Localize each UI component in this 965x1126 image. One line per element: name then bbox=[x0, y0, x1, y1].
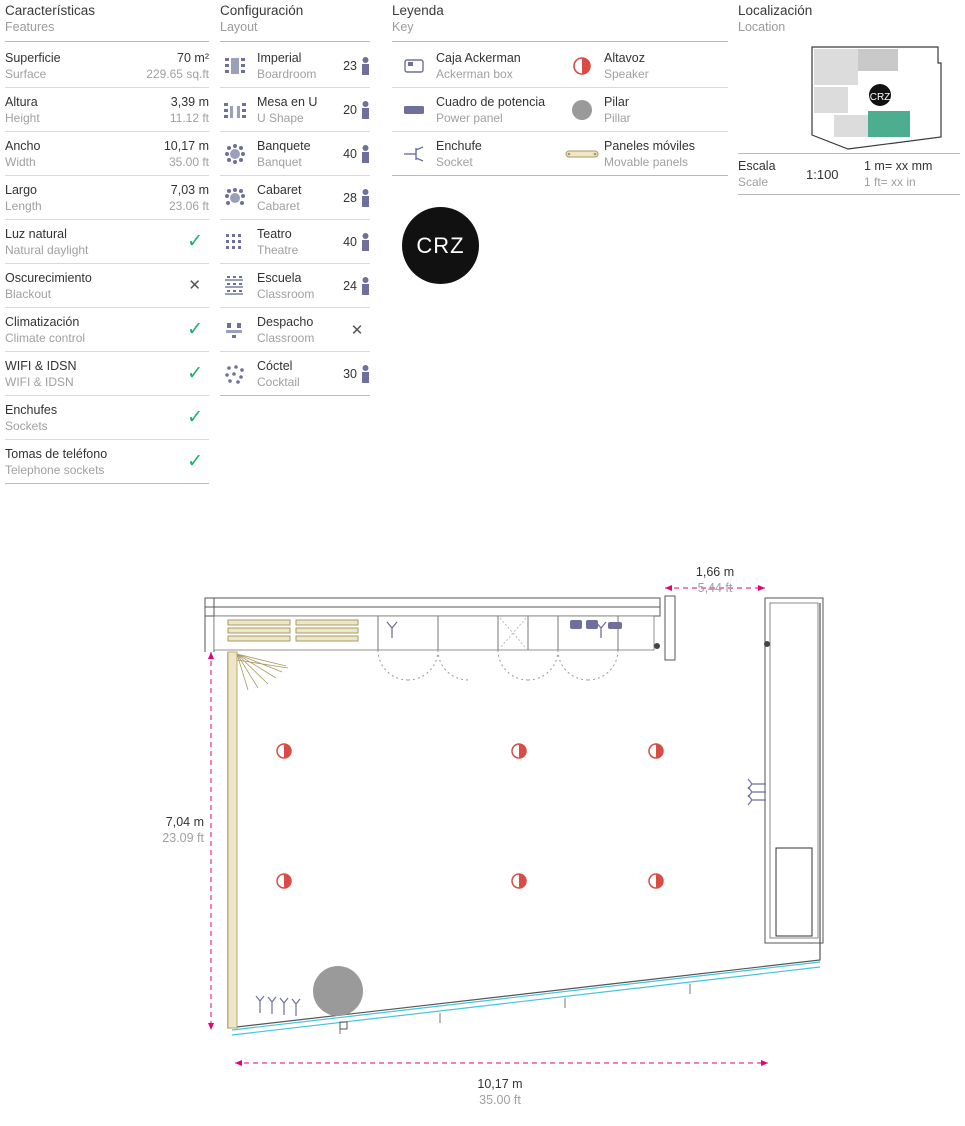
layout-header bbox=[220, 2, 370, 42]
pillar-icon bbox=[560, 99, 604, 121]
key-item-ackerman-box bbox=[392, 44, 560, 88]
features-title: Características bbox=[5, 3, 96, 18]
layout-label-en: Boardroom bbox=[257, 66, 317, 81]
dimension-value-metric: 10,17 m bbox=[477, 1077, 523, 1091]
person-icon bbox=[361, 277, 370, 295]
layout-row-office bbox=[220, 308, 370, 352]
layout-capacity: 30 bbox=[343, 366, 357, 381]
layout-subtitle: Layout bbox=[220, 20, 258, 34]
layout-capacity: 20 bbox=[343, 102, 357, 117]
dimension-bottom bbox=[235, 1060, 768, 1066]
layout-row-ushape bbox=[220, 88, 370, 132]
key-label-en: Power panel bbox=[436, 110, 503, 125]
speaker-icon bbox=[649, 744, 663, 758]
feature-label-en: Sockets bbox=[5, 418, 48, 433]
dimension-label-left bbox=[124, 814, 204, 846]
feature-row bbox=[5, 220, 209, 264]
feature-label-es: Enchufes bbox=[5, 402, 58, 417]
feature-row bbox=[5, 88, 209, 132]
layout-label-en: U Shape bbox=[257, 110, 304, 125]
crz-logo bbox=[402, 207, 479, 284]
key-label-en: Movable panels bbox=[604, 154, 689, 169]
location-header bbox=[738, 2, 960, 41]
layout-label-en: Classroom bbox=[257, 330, 315, 345]
feature-row bbox=[5, 264, 209, 308]
ushape-icon bbox=[220, 97, 250, 123]
feature-value-en: 23.06 ft bbox=[168, 198, 209, 213]
layout-label-es: Cabaret bbox=[257, 182, 302, 197]
dimension-left bbox=[208, 652, 214, 1030]
feature-label-en: Blackout bbox=[5, 286, 52, 301]
person-icon bbox=[361, 189, 370, 207]
key-title: Leyenda bbox=[392, 3, 444, 18]
speaker-icon bbox=[649, 874, 663, 888]
right-sockets bbox=[748, 779, 766, 805]
key-item-movable-panels bbox=[560, 132, 728, 176]
speaker-icon bbox=[512, 874, 526, 888]
feature-label-en: WIFI & IDSN bbox=[5, 374, 74, 389]
key-label-es: Altavoz bbox=[604, 50, 645, 65]
scale-label-en: Scale bbox=[738, 175, 769, 189]
floor-box bbox=[340, 1022, 347, 1029]
person-icon bbox=[361, 365, 370, 383]
location-title: Localización bbox=[738, 3, 813, 18]
key-label-en: Ackerman box bbox=[436, 66, 513, 81]
layout-row-classroom bbox=[220, 264, 370, 308]
theatre-icon bbox=[220, 229, 250, 255]
features-rows bbox=[5, 44, 209, 484]
feature-label-es: Superficie bbox=[5, 50, 61, 65]
room-outline bbox=[228, 603, 820, 1028]
feature-row bbox=[5, 440, 209, 484]
layout-label-es: Teatro bbox=[257, 226, 292, 241]
dimension-value-metric: 1,66 m bbox=[695, 565, 735, 579]
feature-row bbox=[5, 132, 209, 176]
ackerman-box-icon bbox=[392, 58, 436, 74]
layout-label-en: Cocktail bbox=[257, 374, 300, 389]
feature-label-es: Oscurecimiento bbox=[5, 270, 92, 285]
feature-value-es: 7,03 m bbox=[170, 182, 209, 197]
key-label-es: Pilar bbox=[604, 94, 630, 109]
layout-label-en: Theatre bbox=[257, 242, 299, 257]
key-label-en: Pillar bbox=[604, 110, 631, 125]
person-icon bbox=[361, 145, 370, 163]
cross-icon: ✕ bbox=[350, 321, 364, 339]
location-panel bbox=[738, 2, 960, 195]
feature-label-es: Tomas de teléfono bbox=[5, 446, 108, 461]
feature-label-en: Width bbox=[5, 154, 36, 169]
key-label-es: Paneles móviles bbox=[604, 138, 696, 153]
key-subtitle: Key bbox=[392, 20, 414, 34]
scale-equiv-imperial: 1 ft= xx in bbox=[864, 175, 916, 189]
feature-label-en: Climate control bbox=[5, 330, 86, 345]
feature-value-en: 11.12 ft bbox=[169, 110, 209, 125]
layout-capacity: 40 bbox=[343, 146, 357, 161]
key-label-es: Enchufe bbox=[436, 138, 482, 153]
column-marker bbox=[764, 641, 770, 647]
key-item-socket bbox=[392, 132, 560, 176]
feature-label-es: WIFI & IDSN bbox=[5, 358, 77, 373]
check-icon: ✓ bbox=[187, 363, 203, 384]
key-label-en: Speaker bbox=[604, 66, 649, 81]
check-icon: ✓ bbox=[187, 319, 203, 340]
layout-label-en: Banquet bbox=[257, 154, 302, 169]
layout-label-en: Cabaret bbox=[257, 198, 300, 213]
feature-value-es: 3,39 m bbox=[170, 94, 209, 109]
key-label-es: Cuadro de potencia bbox=[436, 94, 546, 109]
banquet-icon bbox=[220, 141, 250, 167]
door-swing-group bbox=[378, 650, 618, 680]
layout-rows bbox=[220, 44, 370, 396]
speaker-icon bbox=[277, 744, 291, 758]
layout-label-es: Cóctel bbox=[257, 358, 293, 373]
feature-value-en: 229.65 sq.ft bbox=[146, 66, 209, 81]
check-icon: ✓ bbox=[187, 451, 203, 472]
cross-icon: ✕ bbox=[188, 277, 201, 294]
scale-label-es: Escala bbox=[738, 159, 776, 173]
feature-label-es: Largo bbox=[5, 182, 37, 197]
location-minimap bbox=[738, 45, 960, 153]
person-icon bbox=[361, 233, 370, 251]
curtain-fan bbox=[237, 654, 288, 690]
layout-label-es: Mesa en U bbox=[257, 94, 318, 109]
location-subtitle: Location bbox=[738, 20, 786, 34]
movable-panels-icon bbox=[560, 148, 604, 160]
feature-row bbox=[5, 176, 209, 220]
layout-capacity: 28 bbox=[343, 190, 357, 205]
feature-row bbox=[5, 396, 209, 440]
key-label-es: Caja Ackerman bbox=[436, 50, 521, 65]
feature-label-es: Altura bbox=[5, 94, 38, 109]
cocktail-icon bbox=[220, 361, 250, 387]
key-item-power-panel bbox=[392, 88, 560, 132]
feature-value-es: 10,17 m bbox=[163, 138, 209, 153]
dimension-value-imperial: 35.00 ft bbox=[479, 1093, 521, 1107]
key-label-en: Socket bbox=[436, 154, 473, 169]
layout-row-theatre bbox=[220, 220, 370, 264]
dimension-value-imperial: 5,44 ft bbox=[697, 581, 733, 595]
feature-label-en: Surface bbox=[5, 66, 47, 81]
check-icon: ✓ bbox=[187, 407, 203, 428]
check-icon: ✓ bbox=[187, 231, 203, 252]
socket-icon bbox=[392, 146, 436, 162]
cabaret-icon bbox=[220, 185, 250, 211]
layout-panel bbox=[220, 2, 370, 396]
feature-value-en: 35.00 ft bbox=[168, 154, 209, 169]
layout-label-en: Classroom bbox=[257, 286, 315, 301]
column-marker bbox=[654, 643, 660, 649]
person-icon bbox=[361, 101, 370, 119]
key-item-pillar bbox=[560, 88, 728, 132]
feature-row bbox=[5, 308, 209, 352]
dimension-value-imperial: 23.09 ft bbox=[162, 831, 204, 845]
feature-row bbox=[5, 44, 209, 88]
svg-text:CRZ: CRZ bbox=[869, 92, 891, 103]
layout-label-es: Imperial bbox=[257, 50, 302, 65]
layout-row-banquet bbox=[220, 132, 370, 176]
dimension-label-bottom bbox=[440, 1076, 560, 1108]
scale-value: 1:100 bbox=[806, 166, 839, 182]
layout-capacity: 23 bbox=[343, 58, 357, 73]
layout-label-es: Banquete bbox=[257, 138, 311, 153]
power-panel-icon bbox=[392, 104, 436, 116]
feature-label-en: Natural daylight bbox=[5, 242, 89, 257]
pillar-marker bbox=[313, 966, 363, 1016]
layout-label-es: Despacho bbox=[257, 314, 314, 329]
key-item-speaker bbox=[560, 44, 728, 88]
person-icon bbox=[361, 57, 370, 75]
layout-label-es: Escuela bbox=[257, 270, 302, 285]
dimension-label-top-right bbox=[678, 564, 752, 596]
layout-capacity: 24 bbox=[343, 278, 357, 293]
feature-row bbox=[5, 352, 209, 396]
feature-label-es: Ancho bbox=[5, 138, 41, 153]
feature-label-es: Luz natural bbox=[5, 226, 67, 241]
layout-row-cocktail bbox=[220, 352, 370, 396]
layout-capacity: 40 bbox=[343, 234, 357, 249]
scale-equiv-metric: 1 m= xx mm bbox=[864, 159, 933, 173]
feature-label-en: Telephone sockets bbox=[5, 462, 105, 477]
features-header bbox=[5, 2, 209, 42]
boardroom-icon bbox=[220, 53, 250, 79]
layout-title: Configuración bbox=[220, 3, 304, 18]
feature-value-es: 70 m² bbox=[177, 50, 209, 65]
logo-text: CRZ bbox=[416, 232, 465, 258]
right-room-box bbox=[776, 848, 812, 936]
bottom-sockets bbox=[256, 996, 300, 1016]
scale-row bbox=[738, 153, 960, 195]
features-panel bbox=[5, 2, 209, 484]
feature-label-en: Height bbox=[5, 110, 40, 125]
speaker-icon bbox=[277, 874, 291, 888]
layout-row-cabaret bbox=[220, 176, 370, 220]
feature-label-es: Climatización bbox=[5, 314, 80, 329]
classroom-icon bbox=[220, 273, 250, 299]
key-grid bbox=[392, 44, 728, 176]
speaker-icon bbox=[560, 57, 604, 75]
layout-row-boardroom bbox=[220, 44, 370, 88]
floorplan bbox=[0, 548, 965, 1121]
office-icon bbox=[220, 317, 250, 343]
key-panel bbox=[392, 2, 728, 176]
features-subtitle: Features bbox=[5, 20, 55, 34]
speaker-icon bbox=[512, 744, 526, 758]
key-header bbox=[392, 2, 728, 42]
speaker-group bbox=[277, 744, 663, 888]
dimension-value-metric: 7,04 m bbox=[165, 815, 204, 829]
feature-label-en: Length bbox=[5, 198, 42, 213]
